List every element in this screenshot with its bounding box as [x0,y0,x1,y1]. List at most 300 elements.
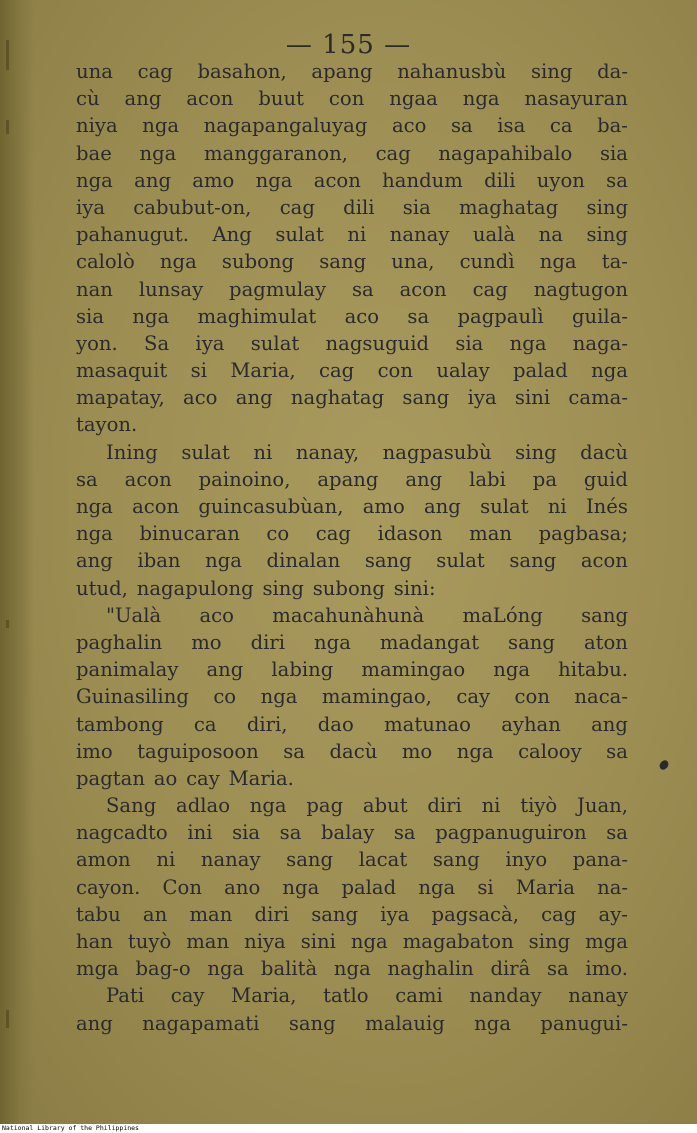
text-line [76,683,628,710]
text-line [76,466,628,493]
text-word: ang [235,386,273,410]
text-word: sa [606,821,628,845]
text-word: una [76,60,113,83]
text-word: cù [76,87,100,111]
text-word: Maria [515,875,575,899]
text-word: cag [472,277,508,301]
text-line [76,58,628,85]
text-word: sang [288,1011,336,1035]
text-word: mamingao [361,658,466,682]
text-word: ini [187,821,213,845]
text-word: sia [232,821,261,845]
text-word: Sa [144,331,170,355]
text-word: naga- [572,331,628,355]
text-line [76,982,628,1009]
text-word: mo [191,630,222,654]
text-word: ualay [436,359,490,383]
text-word: isa [497,114,526,138]
text-word: ano [224,875,261,899]
text-word: taguiposoon [137,739,259,763]
text-word: tayon. [76,413,138,437]
text-word: sa [393,821,416,845]
text-word: sing [586,223,628,247]
text-word: cundì [459,250,515,274]
text-word: nga [509,331,547,355]
text-word: sing [515,440,557,464]
text-word: dili [343,195,375,219]
text-word: da- [597,60,628,83]
text-word: tiyò [520,794,558,818]
text-word: amo [192,168,235,192]
text-word: matunao [384,712,471,736]
text-word: nga [255,168,293,192]
text-word: naghatag [290,386,385,410]
text-word: subong [221,250,295,274]
text-word: mapatay, [76,386,165,410]
text-word: sulat [250,331,300,355]
text-word: Inés [585,495,628,518]
text-word: apang [311,60,373,83]
text-word: nagapulong [136,576,254,600]
text-word: niya [244,930,286,953]
text-word: naca- [574,685,628,709]
text-word: maghimulat [197,304,317,328]
text-word: tabu [76,902,121,926]
text-word: painoino, [198,467,291,491]
text-word: dirâ [490,957,531,981]
text-word: pa [532,467,558,491]
text-line [76,384,628,411]
text-word: ualà [472,223,516,247]
text-word: na- [597,875,628,899]
text-word: tuyò [127,930,172,953]
text-word: malauig [365,1011,445,1035]
text-word: acon [399,277,447,301]
text-word: cami [395,984,443,1008]
text-word: ni [481,794,501,818]
text-word: niya [76,114,118,138]
text-line [76,330,628,357]
text-word: tatlo [323,984,369,1008]
text-word: ba- [597,114,628,138]
text-word: ni [156,848,176,872]
text-word: balità [260,957,318,981]
text-word: acon [132,495,180,518]
text-word: nanay [389,223,450,247]
text-word: sulat [480,495,529,518]
text-word: con [377,359,413,383]
text-line [76,112,628,139]
text-word: pagmulay [229,277,327,301]
text-word: tambong [76,712,164,736]
text-word: sang [432,848,480,872]
text-word: man [186,930,230,953]
text-word: guid [583,467,628,491]
text-word: lunsay [138,277,204,301]
text-word: cag [541,902,577,926]
text-word: ca [193,712,217,736]
text-word: na [538,223,563,247]
text-word: sing [528,930,571,953]
text-word: con [514,685,550,709]
text-word: cay [456,685,491,709]
text-word: dao [317,712,354,736]
text-word: sa [407,304,430,328]
text-word: nga [333,957,371,981]
text-word: ayhan [501,712,561,736]
text-word: bag-o [135,957,191,981]
text-line [76,738,628,765]
text-word: sa [76,467,98,491]
text-word: iya [76,195,106,219]
text-word: utud, [76,576,128,600]
text-word: dacù [329,739,378,763]
text-word: sang [286,848,334,872]
text-line [76,221,628,248]
text-word: nga [462,87,500,111]
text-word: aco [391,114,427,138]
text-line [76,575,628,602]
text-line [76,874,628,901]
text-word: amo [362,495,405,518]
text-word: man [189,902,233,926]
text-word: cayon. [76,875,141,899]
text-word: pagpanuguiron [435,821,587,845]
text-word: dili [484,168,516,192]
text-line [76,846,628,873]
text-word: pagsacà, [431,902,519,926]
text-word: panugui- [540,1011,628,1035]
text-word: iya [380,902,410,926]
text-word: dacù [580,440,628,464]
text-word: Maria, [231,984,297,1008]
text-word: si [190,359,207,383]
text-word: mo [401,739,433,763]
text-word: pagbasa; [538,522,628,546]
text-word: "Ualà [106,603,162,627]
ink-blot [658,759,670,772]
text-word: abut [362,794,408,818]
text-word: sia [76,304,105,328]
text-word: acon [124,467,172,491]
text-line [76,303,628,330]
text-word: diri [254,902,289,926]
text-word: nga [282,875,320,899]
text-word: maghatag [459,195,559,219]
text-line [76,602,628,629]
text-word: sulat [181,440,230,464]
text-word: nga [539,250,577,274]
body-text [76,58,628,1037]
text-word: sang [364,549,412,573]
text-word: aco [183,386,218,410]
text-word: nagcadto [76,821,168,845]
text-word: ang [134,168,171,192]
text-word: nanday [469,984,542,1008]
text-word: acon [186,87,234,111]
text-line [76,85,628,112]
text-line [76,711,628,738]
text-word: yon. [76,331,118,355]
text-word: cabubut-on, [133,195,252,219]
text-line [76,276,628,303]
text-word: nga [418,875,456,899]
text-word: an [142,902,168,926]
text-word: sulat [275,223,324,247]
text-word: sia [455,331,484,355]
text-word: manggaranon, [203,141,348,165]
text-word: sini: [393,576,436,600]
text-line [76,629,628,656]
text-word: binucaran [139,522,240,546]
text-word: aco [199,603,234,627]
text-word: nagsuguid [325,331,430,355]
text-line [76,819,628,846]
text-word: diri [250,630,286,654]
text-word: sang [402,386,450,410]
text-word: co [266,522,290,546]
text-word: ngaa [389,87,438,111]
text-word: cay [170,984,205,1008]
text-line [76,765,628,792]
text-word: cag [375,141,411,165]
text-word: nga [260,685,298,709]
text-line [76,140,628,167]
text-word: labi [469,467,506,491]
text-line [76,357,628,384]
text-word: sang [311,902,359,926]
text-line [76,901,628,928]
text-word: nagapangaluyag [203,114,368,138]
spine-speck [6,1010,9,1028]
text-word: sing [530,60,573,83]
text-word: iya [195,331,225,355]
text-word: Maria. [228,766,294,790]
text-word: balay [321,821,375,845]
text-word: nga [456,739,494,763]
text-word: nagtugon [533,277,628,301]
text-word: sa [606,739,628,763]
text-word: nga [314,630,351,654]
text-word: cay [186,766,220,790]
text-word: ao [153,766,178,790]
text-word: madangat [379,630,480,654]
text-word: nga [493,658,531,682]
text-word: sa [351,277,374,301]
text-word: bae [76,141,112,165]
text-word: nasayuran [524,87,628,111]
text-word: Con [162,875,202,899]
text-line [76,792,628,819]
text-word: calooy [518,739,582,763]
text-word: nga [591,359,628,383]
text-word: hitabu. [558,658,628,682]
text-word: macahunàhunà [272,603,425,627]
text-word: ni [253,440,273,464]
text-word: nga [474,1011,512,1035]
text-word: iban [137,549,181,573]
text-word: cag [319,359,355,383]
text-line [76,493,628,520]
text-word: ang [424,495,461,518]
text-word: nanay [568,984,628,1008]
text-word: nan [76,277,113,301]
text-word: aco [344,304,380,328]
text-word: imo. [585,957,628,981]
text-word: Maria, [230,359,296,383]
text-word: magabaton [402,930,514,953]
text-word: pagpaulì [457,304,544,328]
text-word: guincasubùan, [198,495,344,518]
text-word: paghalin [76,630,163,654]
text-word: pana- [572,848,628,872]
page-spine-shadow [0,0,34,1124]
text-word: ay- [598,902,628,926]
text-word: ni [547,495,567,518]
text-word: mga [585,930,628,953]
text-word: sang [509,549,557,573]
text-word: sa [606,168,628,192]
text-word: apang [317,467,379,491]
text-word: nga [159,250,197,274]
text-word: acon [313,168,361,192]
text-word: subong [312,576,385,600]
text-word: ang [76,549,113,573]
text-word: ang [591,712,628,736]
text-line [76,411,628,438]
text-line [76,955,628,982]
text-word: sini [514,386,551,410]
text-word: pahanugut. [76,223,190,247]
text-word: Pati [106,984,145,1008]
text-word: Guinasiling [76,685,189,709]
text-word: Sang [106,794,157,818]
text-word: labing [271,658,334,682]
text-word: ang [206,658,244,682]
text-word: idason [377,522,443,546]
text-word: nahanusbù [397,60,507,83]
text-word: cag [315,522,351,546]
text-word: nagpasubù [382,440,492,464]
text-word: sa [450,114,473,138]
text-line [76,656,628,683]
text-word: amon [76,848,131,872]
text-line [76,1010,628,1037]
text-word: sing [262,576,304,600]
text-word: diri, [246,712,288,736]
text-word: panimalay [76,658,179,682]
text-word: ni [347,223,367,247]
text-word: nagapahibalo [438,141,573,165]
text-word: sini [300,930,336,953]
text-word: ang [405,467,443,491]
text-word: uyon [536,168,585,192]
text-word: inyo [505,848,548,872]
text-word: nga [132,304,170,328]
text-word: basahon, [197,60,287,83]
text-word: ang [76,1011,113,1035]
text-word: dinalan [266,549,341,573]
text-word: sulat [436,549,485,573]
text-word: nga [350,930,388,953]
text-word: co [213,685,237,709]
text-word: nga [207,957,245,981]
text-word: ca [549,114,573,138]
text-line [76,928,628,955]
text-word: cag [137,60,173,83]
text-word: nanay, [295,440,360,464]
text-word: sa [279,821,302,845]
text-word: pagtan [76,766,145,790]
text-word: calolò [76,250,135,274]
text-line [76,520,628,547]
text-word: pag [306,794,344,818]
text-word: nagapamati [142,1011,260,1035]
text-word: sa [283,739,305,763]
text-word: cag [279,195,315,219]
text-word: palad [513,359,568,383]
text-word: nanay [200,848,261,872]
text-word: sang [581,603,628,627]
text-line [76,248,628,275]
text-word: Ining [106,440,158,464]
text-word: si [477,875,494,899]
text-word: sia [402,195,431,219]
text-word: nga [76,168,113,192]
spine-speck [6,620,9,628]
text-word: lacat [358,848,408,872]
text-word: Juan, [576,794,628,818]
text-word: buut [258,87,304,111]
text-word: maLóng [462,603,543,627]
text-word: aton [583,630,628,654]
text-line [76,547,628,574]
text-word: nga [76,495,113,518]
text-word: nga [76,522,113,546]
text-word: Ang [212,223,252,247]
text-word: nga [205,549,242,573]
text-word: adlao [176,794,231,818]
text-word: sia [599,141,628,165]
spine-speck [6,120,9,134]
text-line [76,194,628,221]
text-word: masaquit [76,359,168,383]
text-word: sing [586,195,628,219]
text-word: nga [139,141,177,165]
text-line [76,439,628,466]
text-word: mamingao, [321,685,432,709]
text-word: sa [546,957,569,981]
text-line [76,167,628,194]
text-word: handum [382,168,463,192]
text-word: sang [319,250,367,274]
text-word: acon [580,549,628,573]
page-number: — 155 — [285,30,412,60]
text-word: con [328,87,365,111]
text-word: man [469,522,513,546]
text-word: han [76,930,113,953]
library-footer: National Library of the Philippines [0,1124,697,1133]
text-word: guila- [572,304,628,328]
text-word: iya [467,386,497,410]
text-word: una, [391,250,435,274]
text-word: mga [76,957,119,981]
text-word: sang [508,630,555,654]
text-word: ta- [601,250,628,274]
text-word: ang [124,87,162,111]
text-word: cama- [568,386,628,410]
text-word: imo [76,739,113,763]
